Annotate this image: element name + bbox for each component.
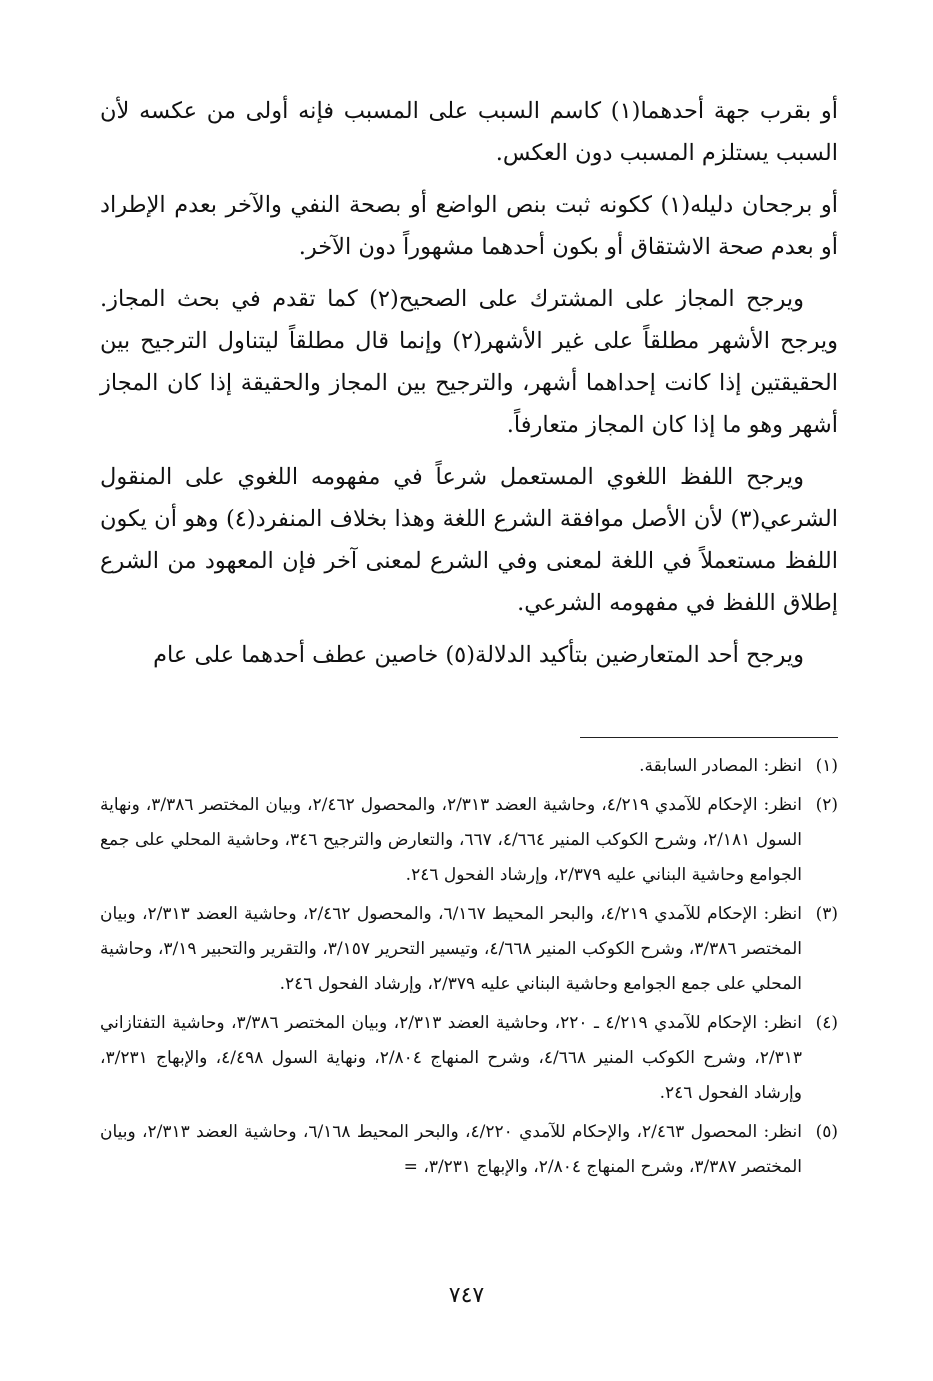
paragraph-4: ويرجح اللفظ اللغوي المستعمل شرعاً في مفهومه اللغوي على المنقول الشرعي(٣) لأن الأصل موافقة الشرع اللغة وهذا بخلاف المنفرد(٤) وهو أن يكون اللفظ مستعملاً في اللغة لمعنى وفي الشرع لمعنى آخر فإن المعهود من الشرع إطلاق اللفظ في مفهومه الشرعي. xyxy=(100,464,838,616)
footnote xyxy=(100,1115,838,1185)
main-text xyxy=(100,90,838,686)
footnote-number: (٢) xyxy=(815,795,838,815)
footnote-separator xyxy=(580,737,838,738)
footnote xyxy=(100,897,838,1002)
page-number: ٧٤٧ xyxy=(448,1283,485,1308)
footnote-text: انظر: الإحكام للآمدي ٤/٢١٩، وحاشية العضد ٢/٣١٣، والمحصول ٢/٤٦٢، وبيان المختصر ٣/٣٨٦، ونهاية السول ٢/١٨١، وشرح الكوكب المنير ٤/٦٦٤، ٦٦٧، والتعارض والترجيح ٣٤٦، وحاشية المحلي على جمع الجوامع وحاشية البناني عليه ٢/٣٧٩، وإرشاد الفحول ٢٤٦. xyxy=(100,795,803,885)
footnotes xyxy=(100,749,838,1189)
footnote xyxy=(100,1006,838,1111)
footnote-text: انظر: الإحكام للآمدي ٤/٢١٩، والبحر المحيط ٦/١٦٧، والمحصول ٢/٤٦٢، وحاشية العضد ٢/٣١٣، وبيان المختصر ٣/٣٨٦، وشرح الكوكب المنير ٤/٦٦٨، وتيسير التحرير ٣/١٥٧، والتقرير والتحبير ٣/١٩، وحاشية المحلي على جمع الجوامع وحاشية البناني عليه ٢/٣٧٩، وإرشاد الفحول ٢٤٦. xyxy=(100,904,802,994)
footnote-text: انظر: المصادر السابقة. xyxy=(639,756,802,776)
footnote-number: (٣) xyxy=(815,904,838,924)
footnote-number: (٥) xyxy=(815,1122,838,1142)
paragraph-2: أو برجحان دليله(١) ككونه ثبت بنص الواضع أو بصحة النفي والآخر بعدم الإطراد أو بعدم صحة الاشتقاق أو بكون أحدهما مشهوراً دون الآخر. xyxy=(100,192,838,260)
paragraph-5: ويرجح أحد المتعارضين بتأكيد الدلالة(٥) خاصين عطف أحدهما على عام xyxy=(153,642,804,668)
footnote-text: انظر: المحصول ٢/٤٦٣، والإحكام للآمدي ٤/٢٢٠، والبحر المحيط ٦/١٦٨، وحاشية العضد ٢/٣١٣، وبيان المختصر ٣/٣٨٧، وشرح المنهاج ٢/٨٠٤، والإبهاج ٣/٢٣١، = xyxy=(100,1122,802,1177)
footnote xyxy=(100,749,838,784)
footnote-number: (١) xyxy=(815,756,838,776)
paragraph-3: ويرجح المجاز على المشترك على الصحيح(٢) كما تقدم في بحث المجاز. ويرجح الأشهر مطلقاً على غير الأشهر(٢) وإنما قال مطلقاً ليتناول الترجيح بين الحقيقتين إذا كانت إحداهما أشهر، والترجيح بين المجاز والحقيقة إذا كان المجاز أشهر وهو ما إذا كان المجاز متعارفاً. xyxy=(100,286,839,438)
footnote xyxy=(100,788,838,893)
footnote-text: انظر: الإحكام للآمدي ٤/٢١٩ ـ ٢٢٠، وحاشية العضد ٢/٣١٣، وبيان المختصر ٣/٣٨٦، وحاشية التفتازاني ٢/٣١٣، وشرح الكوكب المنير ٤/٦٦٨، وشرح المنهاج ٢/٨٠٤، ونهاية السول ٤/٤٩٨، والإبهاج ٣/٢٣١، وإرشاد الفحول ٢٤٦. xyxy=(100,1013,802,1103)
footnote-number: (٤) xyxy=(815,1013,838,1033)
paragraph-1: أو بقرب جهة أحدهما(١) كاسم السبب على المسبب فإنه أولى من عكسه لأن السبب يستلزم المسبب دون العكس. xyxy=(100,98,838,166)
